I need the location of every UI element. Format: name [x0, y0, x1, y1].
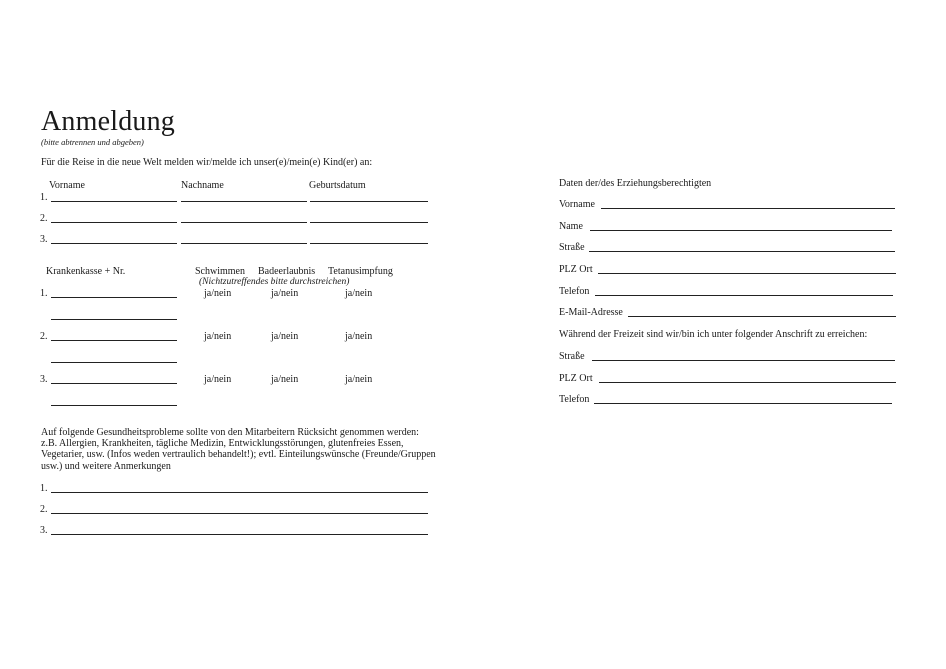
holiday-city-field[interactable]: [599, 382, 896, 383]
header-tetanusimpfung: Tetanusimpfung: [328, 266, 393, 277]
child-1-birthdate-field[interactable]: [310, 201, 428, 202]
guardian-city-label: PLZ Ort: [559, 264, 593, 275]
guardian-phone-field[interactable]: [595, 295, 893, 296]
health-note-3-field[interactable]: [51, 534, 428, 535]
guardian-heading: Daten der/des Erziehungsberechtigten: [559, 178, 712, 189]
header-vorname: Vorname: [49, 180, 85, 191]
child-1-firstname-field[interactable]: [51, 201, 177, 202]
child-3-firstname-field[interactable]: [51, 243, 177, 244]
guardian-name-label: Name: [559, 221, 583, 232]
insurance-3-field[interactable]: [51, 383, 177, 384]
swim-3-option[interactable]: ja/nein: [204, 374, 232, 385]
health-row-number: 3.: [40, 525, 48, 536]
intro-text: Für die Reise in die neue Welt melden wir/melde ich unser(e)/mein(e) Kind(er) an:: [41, 157, 373, 168]
page-title: Anmeldung: [41, 106, 176, 137]
child-3-birthdate-field[interactable]: [310, 243, 428, 244]
child-1-lastname-field[interactable]: [181, 201, 307, 202]
guardian-city-field[interactable]: [598, 273, 896, 274]
insurance-1-field[interactable]: [51, 297, 177, 298]
header-nachname: Nachname: [181, 180, 224, 191]
insurance-1-field-second-line[interactable]: [51, 319, 177, 320]
child-row-number: 3.: [40, 234, 48, 245]
guardian-email-field[interactable]: [628, 316, 896, 317]
bath-1-option[interactable]: ja/nein: [271, 288, 299, 299]
tetanus-2-option[interactable]: ja/nein: [345, 331, 373, 342]
swim-1-option[interactable]: ja/nein: [204, 288, 232, 299]
child-row-number: 2.: [40, 213, 48, 224]
strike-through-note: (Nichtzutreffendes bitte durchstreichen): [199, 277, 350, 287]
health-row-number: 2.: [40, 504, 48, 515]
holiday-address-text: Während der Freizeit sind wir/bin ich unter folgender Anschrift zu erreichen:: [559, 329, 868, 340]
child-2-lastname-field[interactable]: [181, 222, 307, 223]
holiday-city-label: PLZ Ort: [559, 373, 593, 384]
insurance-row-number: 3.: [40, 374, 48, 385]
guardian-name-field[interactable]: [590, 230, 892, 231]
health-note-2-field[interactable]: [51, 513, 428, 514]
insurance-row-number: 1.: [40, 288, 48, 299]
child-2-birthdate-field[interactable]: [310, 222, 428, 223]
swim-2-option[interactable]: ja/nein: [204, 331, 232, 342]
child-row-number: 1.: [40, 192, 48, 203]
guardian-firstname-label: Vorname: [559, 199, 595, 210]
insurance-2-field[interactable]: [51, 340, 177, 341]
holiday-street-label: Straße: [559, 351, 585, 362]
header-krankenkasse: Krankenkasse + Nr.: [46, 266, 126, 277]
header-badeerlaubnis: Badeerlaubnis: [258, 266, 316, 277]
guardian-street-label: Straße: [559, 242, 585, 253]
page-subtitle: (bitte abtrennen und abgeben): [41, 137, 144, 147]
health-note-1-field[interactable]: [51, 492, 428, 493]
guardian-email-label: E-Mail-Adresse: [559, 307, 623, 318]
bath-2-option[interactable]: ja/nein: [271, 331, 299, 342]
guardian-firstname-field[interactable]: [601, 208, 895, 209]
child-3-lastname-field[interactable]: [181, 243, 307, 244]
tetanus-1-option[interactable]: ja/nein: [345, 288, 373, 299]
health-row-number: 1.: [40, 483, 48, 494]
tetanus-3-option[interactable]: ja/nein: [345, 374, 373, 385]
header-geburtsdatum: Geburtsdatum: [309, 180, 366, 191]
insurance-2-field-second-line[interactable]: [51, 362, 177, 363]
insurance-3-field-second-line[interactable]: [51, 405, 177, 406]
child-2-firstname-field[interactable]: [51, 222, 177, 223]
guardian-street-field[interactable]: [589, 251, 895, 252]
bath-3-option[interactable]: ja/nein: [271, 374, 299, 385]
holiday-street-field[interactable]: [592, 360, 895, 361]
health-notes-text: Auf folgende Gesundheitsprobleme sollte von den Mitarbeitern Rücksicht genommen werden: z.B. Allergien, Krankheiten, tägliche Medizin, Entwicklungsstörungen, glutenfreies Essen, Vegetarier, usw. (Infos weden vertraulich behandelt!); evtl. Einteilungswünsche (Freunde/Gruppen usw.) und weitere Anmerkungen: [41, 427, 436, 472]
header-schwimmen: Schwimmen: [195, 266, 245, 277]
holiday-phone-field[interactable]: [594, 403, 892, 404]
holiday-phone-label: Telefon: [559, 394, 590, 405]
guardian-phone-label: Telefon: [559, 286, 590, 297]
insurance-row-number: 2.: [40, 331, 48, 342]
